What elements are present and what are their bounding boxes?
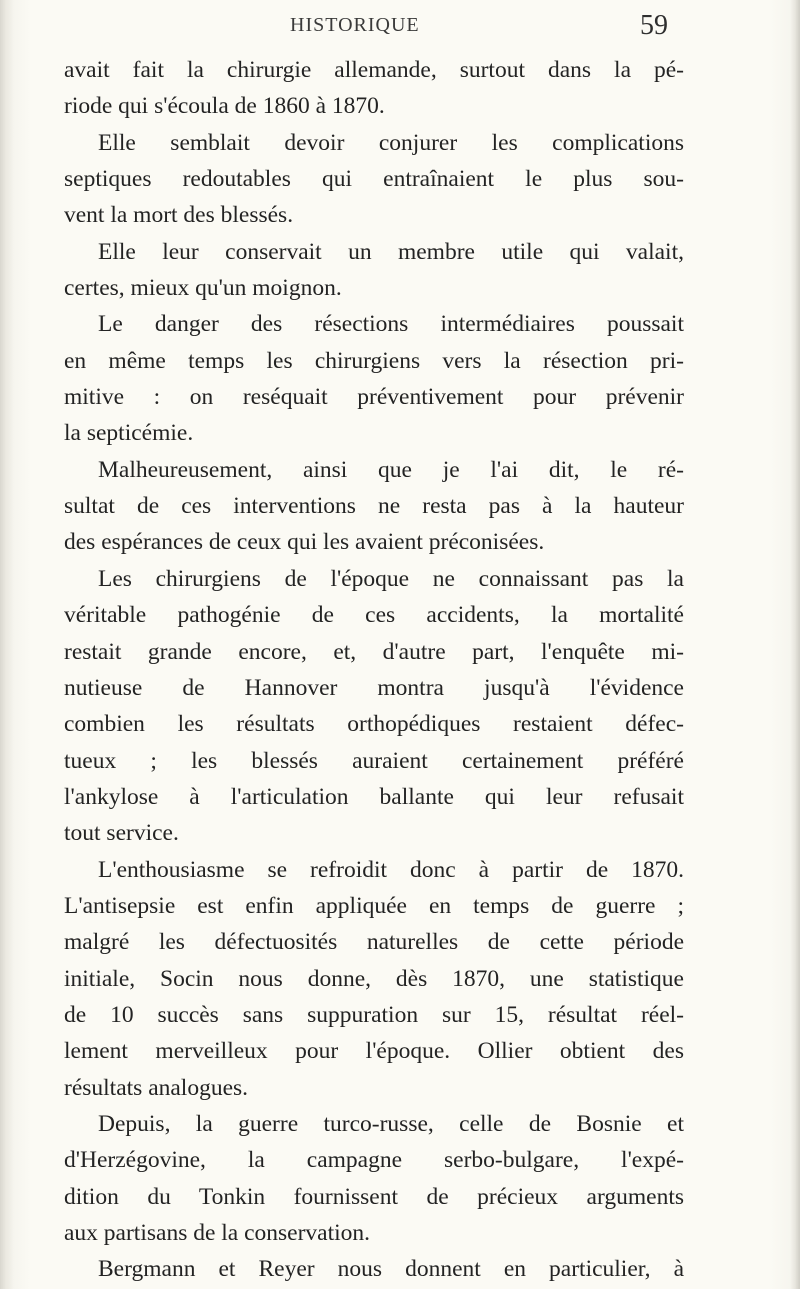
text-line: malgré les défectuosités naturelles de cette période: [64, 929, 684, 956]
text-line: aux partisans de la conservation.: [64, 1220, 371, 1246]
body-text: [64, 52, 684, 1288]
text-line: lement merveilleux pour l'époque. Ollier obtient des: [64, 1038, 684, 1065]
text-line: avait fait la chirurgie allemande, surtout dans la pé-: [64, 57, 684, 83]
text-line: tout service.: [64, 820, 179, 847]
text-line: Les chirurgiens de l'époque ne connaissant pas la: [98, 565, 684, 592]
text-line: septiques redoutables qui entraînaient le plus sou-: [64, 166, 684, 193]
text-line: mitive : on reséquait préventivement pour prévenir: [64, 384, 684, 411]
text-line: en même temps les chirurgiens vers la résection pri-: [64, 347, 684, 374]
text-line: nutieuse de Hannover montra jusqu'à l'évidence: [64, 674, 684, 701]
text-line: Malheureusement, ainsi que je l'ai dit, le ré-: [98, 456, 684, 483]
text-line: dition du Tonkin fournissent de précieux arguments: [64, 1183, 684, 1210]
text-line: la septicémie.: [64, 420, 194, 447]
text-line: Bergmann et Reyer nous donnent en particulier, à: [98, 1256, 684, 1283]
text-line: Elle leur conservait un membre utile qui valait,: [98, 238, 684, 265]
text-line: sultat de ces interventions ne resta pas à la hauteur: [64, 493, 684, 520]
text-line: vent la mort des blessés.: [64, 202, 294, 229]
text-line: combien les résultats orthopédiques restaient défec-: [64, 711, 684, 738]
text-line: certes, mieux qu'un moignon.: [64, 275, 342, 302]
text-line: véritable pathogénie de ces accidents, la mortalité: [64, 602, 684, 629]
text-line: résultats analogues.: [64, 1074, 249, 1101]
running-header: [150, 6, 710, 42]
text-line: Depuis, la guerre turco-russe, celle de Bosnie et: [98, 1110, 684, 1137]
text-line: L'enthousiasme se refroidit donc à partir de 1870.: [98, 856, 684, 883]
running-title: HISTORIQUE: [290, 14, 420, 36]
text-line: tueux ; les blessés auraient certainement préféré: [64, 747, 684, 774]
text-line: Elle semblait devoir conjurer les complications: [98, 129, 684, 156]
text-line: initiale, Socin nous donne, dès 1870, une statistique: [64, 965, 684, 992]
text-line: restait grande encore, et, d'autre part, l'enquête mi-: [64, 638, 684, 665]
page-right-edge: [790, 0, 800, 1289]
text-line: L'antisepsie est enfin appliquée en temps de guerre ;: [64, 892, 684, 919]
text-line: riode qui s'écoula de 1860 à 1870.: [64, 93, 385, 120]
text-line: l'ankylose à l'articulation ballante qui leur refusait: [64, 783, 684, 810]
text-line: de 10 succès sans suppuration sur 15, résultat réel-: [64, 1001, 684, 1028]
text-line: Le danger des résections intermédiaires poussait: [98, 311, 684, 338]
page-number: 59: [640, 10, 668, 41]
text-line: des espérances de ceux qui les avaient préconisées.: [64, 529, 545, 556]
text-line: d'Herzégovine, la campagne serbo-bulgare, l'expé-: [64, 1147, 684, 1174]
page-left-edge: [0, 0, 14, 1289]
